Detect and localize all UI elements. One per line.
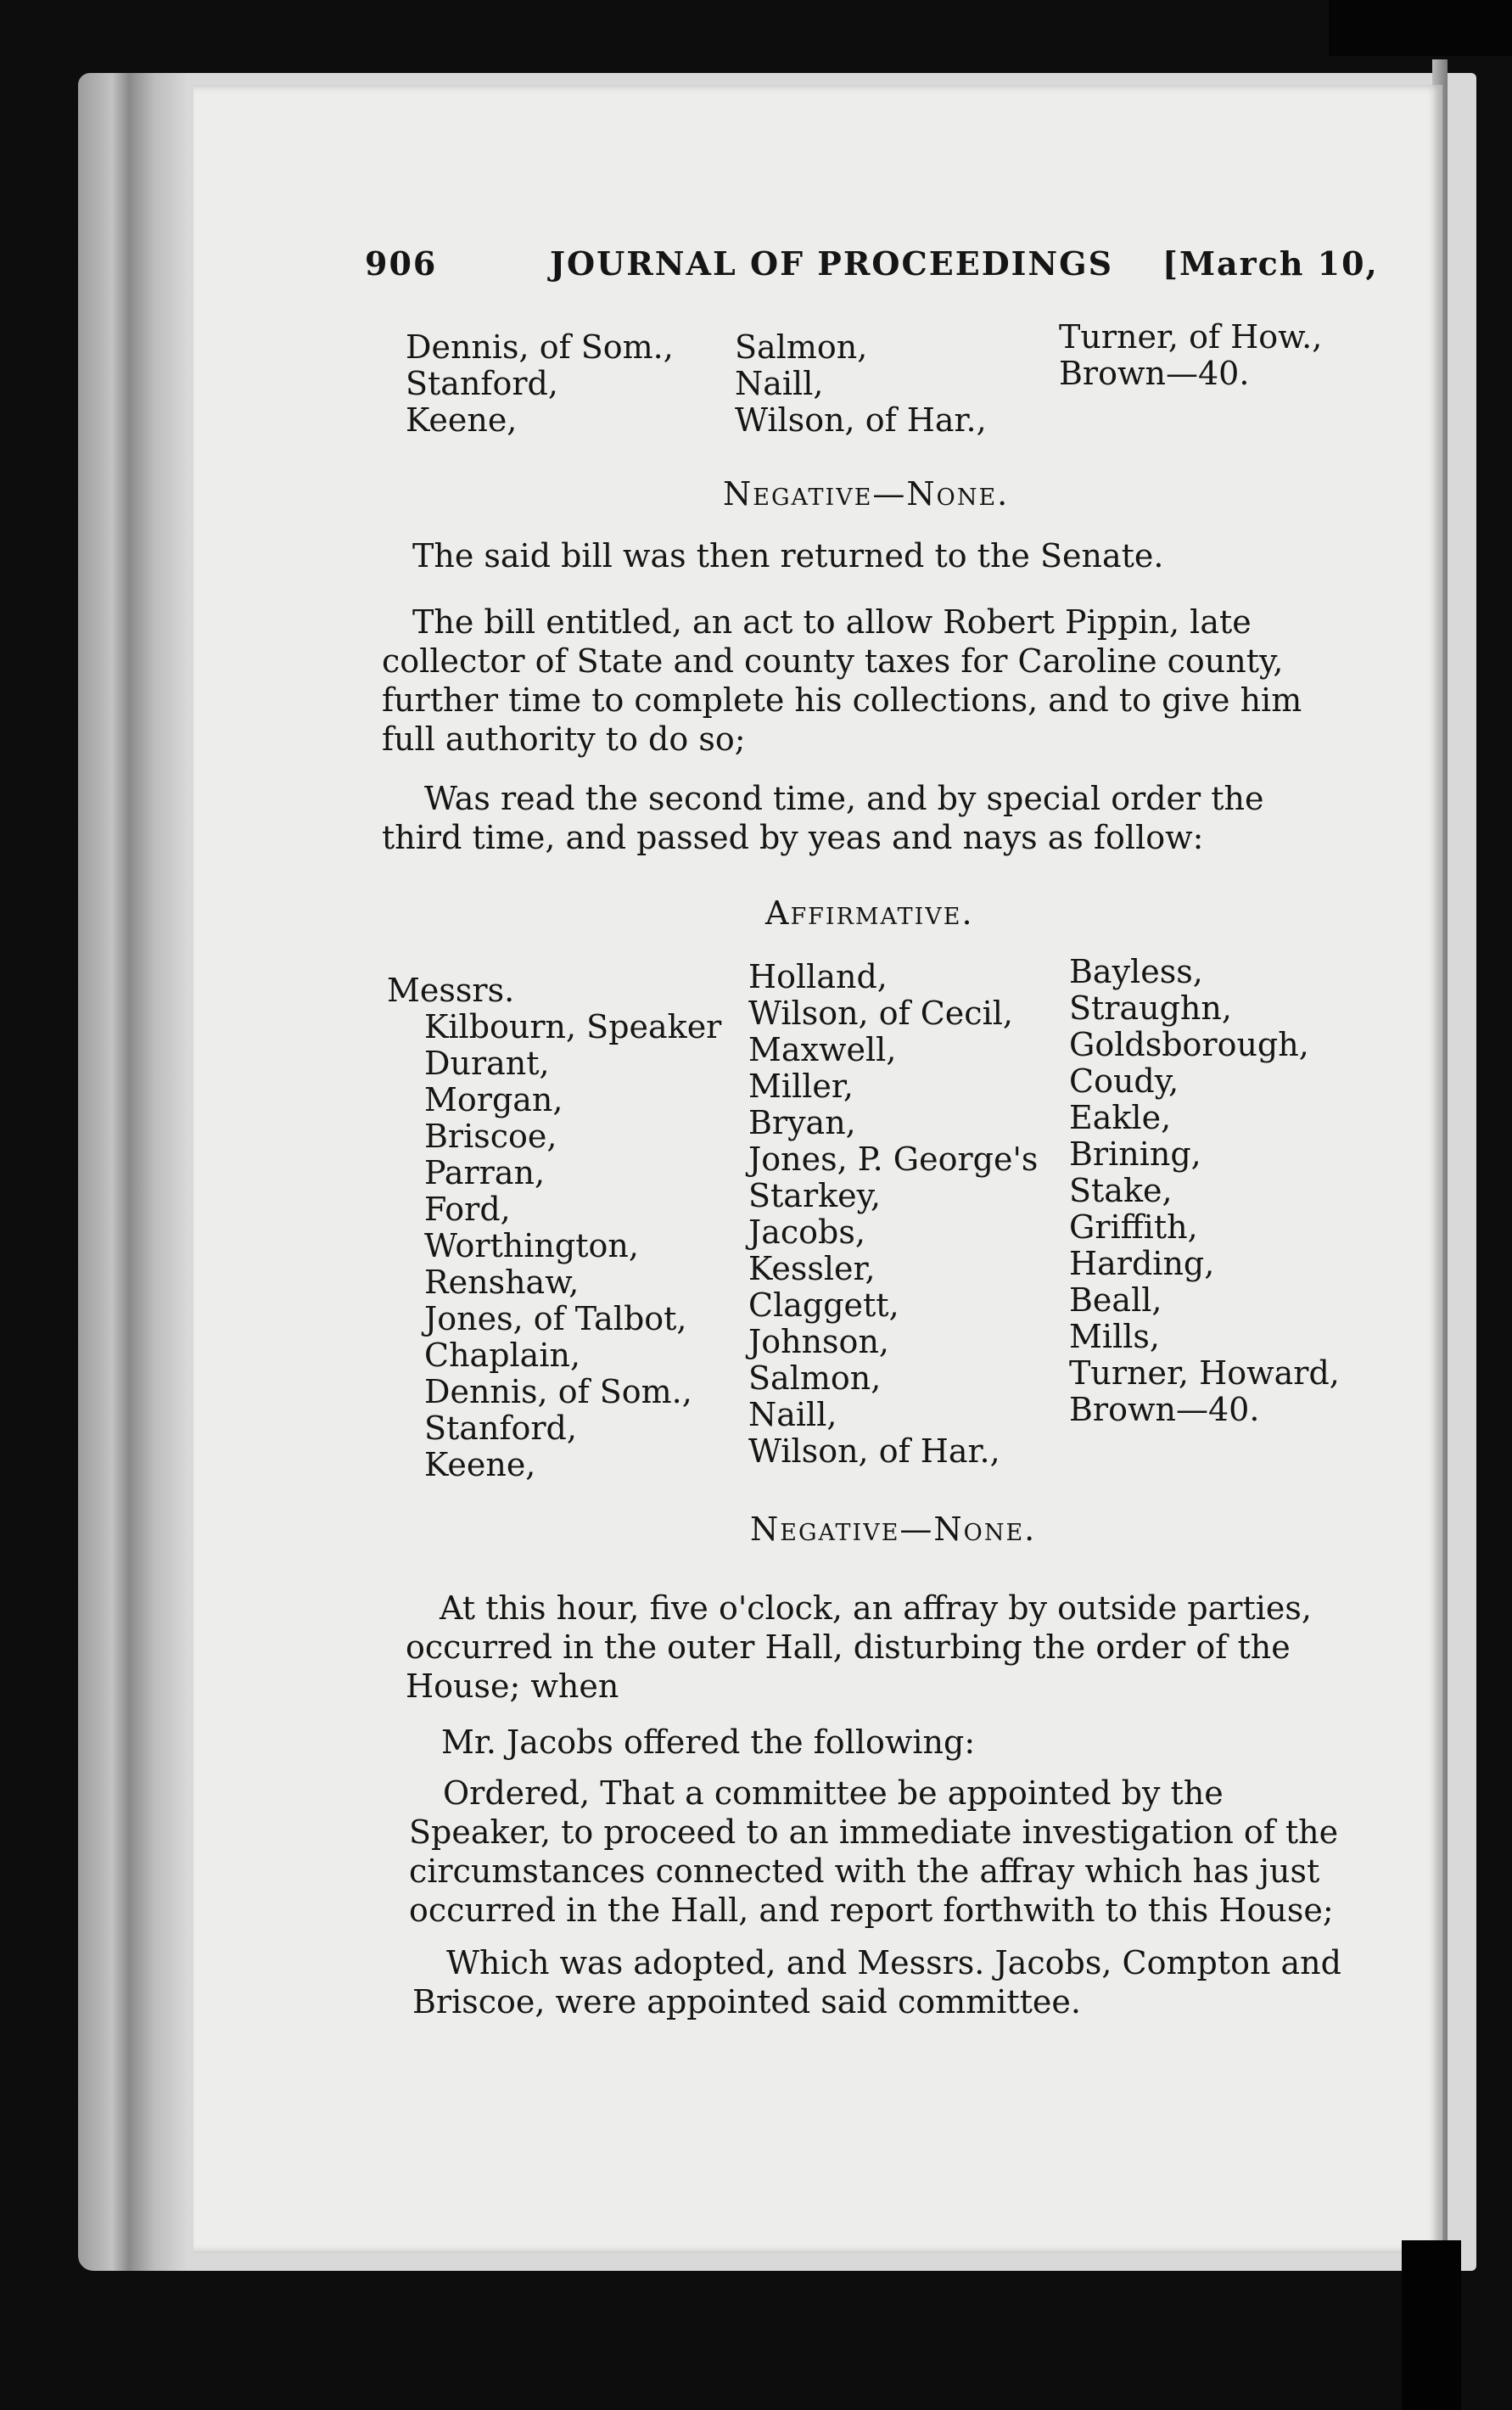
list-item: Wilson, of Har., (735, 401, 987, 439)
list-item: Kessler, (748, 1250, 876, 1287)
top-vote-col1 (406, 329, 674, 439)
list-item: Stanford, (406, 365, 558, 402)
vote-col3 (1069, 954, 1340, 1428)
list-item: Keene, (406, 401, 518, 439)
adopted-paragraph: Which was adopted, and Messrs. Jacobs, Compton and Briscoe, were appointed said committee. (412, 1944, 1341, 2020)
vote-col2 (748, 959, 1038, 1470)
list-item: Stanford, (424, 1410, 577, 1447)
list-item: Salmon, (748, 1359, 882, 1397)
list-item: Claggett, (748, 1286, 899, 1324)
list-item: Jones, P. George's (748, 1141, 1039, 1178)
list-item: Goldsborough, (1069, 1026, 1309, 1063)
list-item: Naill, (748, 1396, 837, 1433)
list-item: Bryan, (748, 1104, 856, 1141)
list-item: Miller, (748, 1068, 854, 1105)
list-item: Maxwell, (748, 1031, 897, 1068)
list-item: Johnson, (748, 1323, 889, 1360)
list-item: Brown—40. (1069, 1391, 1260, 1428)
list-item: Briscoe, (424, 1118, 557, 1155)
list-item: Messrs. (387, 972, 515, 1009)
list-item: Harding, (1069, 1245, 1215, 1282)
read-paragraph: Was read the second time, and by special order the third time, and passed by yeas and nays as follow: (382, 780, 1264, 856)
list-item: Stake, (1069, 1172, 1173, 1209)
list-item: Griffith, (1069, 1208, 1198, 1246)
page-number: 906 (365, 244, 438, 283)
list-item: Beall, (1069, 1281, 1162, 1319)
binding-tab-bottom (1402, 2240, 1461, 2410)
list-item: Eakle, (1069, 1099, 1172, 1136)
returned-paragraph: The said bill was then returned to the Senate. (412, 537, 1164, 574)
list-item: Parran, (424, 1154, 546, 1191)
list-item: Morgan, (424, 1081, 563, 1118)
affirmative-label: Affirmative. (765, 894, 974, 932)
bill-paragraph: The bill entitled, an act to allow Robert Pippin, late collector of State and county taxes for Caroline county, further time to complete his collections, and to give him full authority to do so; (382, 603, 1302, 758)
page-title: JOURNAL OF PROCEEDINGS (550, 244, 1114, 283)
list-item: Keene, (424, 1446, 536, 1483)
list-item: Bayless, (1069, 953, 1203, 990)
binding-tab-top (1329, 0, 1512, 56)
list-item: Holland, (748, 958, 888, 995)
list-item: Naill, (735, 365, 824, 402)
affray-paragraph: At this hour, five o'clock, an affray by outside parties, occurred in the outer Hall, disturbing the order of the House; when (406, 1589, 1312, 1705)
list-item: Salmon, (735, 328, 868, 366)
list-item: Wilson, of Har., (748, 1432, 1000, 1470)
list-item: Jacobs, (748, 1213, 865, 1251)
list-item: Wilson, of Cecil, (748, 995, 1013, 1032)
top-vote-col2 (735, 329, 987, 439)
list-item: Chaplain, (424, 1337, 581, 1374)
list-item: Straughn, (1069, 989, 1232, 1027)
vote-col1 (387, 972, 721, 1483)
top-vote-col3 (1059, 319, 1322, 392)
page-date: [March 10, (1162, 244, 1379, 283)
list-item: Turner, of How., (1059, 318, 1323, 356)
list-item: Dennis, of Som., (424, 1373, 692, 1410)
list-item: Mills, (1069, 1318, 1160, 1355)
negative-label: Negative—None. (750, 1510, 1037, 1548)
list-item: Durant, (424, 1045, 550, 1082)
ordered-paragraph: Ordered, That a committee be appointed by the Speaker, to proceed to an immediate investigation of the circumstances connected with the affray which has just occurred in the Hall, and report forthwith to this House; (409, 1774, 1339, 1929)
list-item: Worthington, (424, 1227, 639, 1264)
list-item: Coudy, (1069, 1062, 1179, 1100)
list-item: Dennis, of Som., (406, 328, 674, 366)
jacobs-paragraph: Mr. Jacobs offered the following: (441, 1723, 976, 1761)
list-item: Jones, of Talbot, (424, 1300, 687, 1337)
list-item: Renshaw, (424, 1264, 580, 1301)
list-item: Starkey, (748, 1177, 882, 1214)
list-item: Brown—40. (1059, 355, 1250, 392)
list-item: Brining, (1069, 1135, 1201, 1173)
list-item: Ford, (424, 1191, 511, 1228)
top-negative-label: Negative—None. (723, 475, 1010, 513)
list-item: Kilbourn, Speaker (424, 1008, 722, 1045)
list-item: Turner, Howard, (1069, 1354, 1340, 1392)
